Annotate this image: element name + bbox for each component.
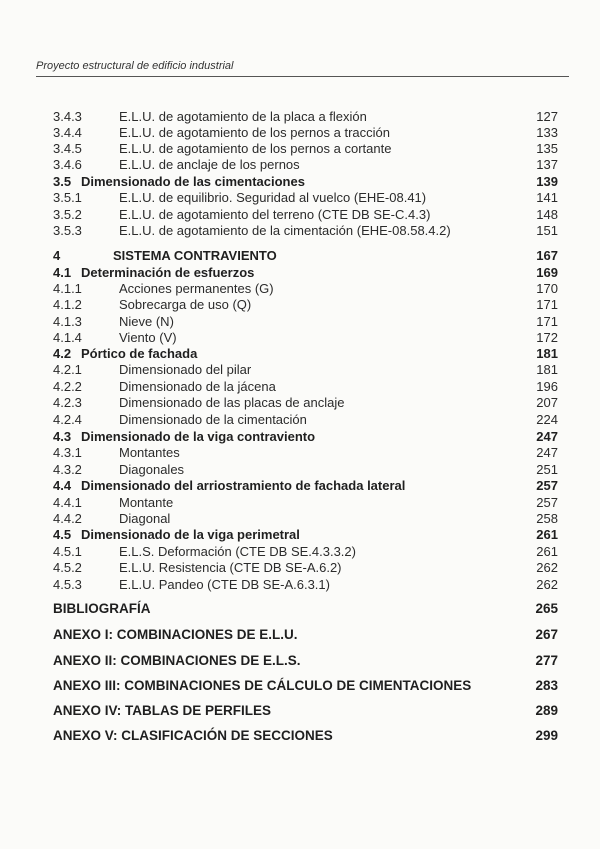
toc-number: 3.5.2 — [53, 207, 82, 222]
toc-number: 4 — [53, 248, 61, 263]
toc-entry — [53, 462, 558, 478]
toc-page: 262 — [536, 560, 558, 575]
toc-entry — [53, 511, 558, 527]
toc-page: 207 — [536, 395, 558, 410]
toc-number: 3.4.3 — [53, 109, 82, 124]
running-header: Proyecto estructural de edificio industrial — [36, 60, 234, 72]
toc-page: 148 — [536, 207, 558, 222]
toc-page: 181 — [536, 362, 558, 377]
toc-title: Dimensionado de las placas de anclaje — [119, 395, 345, 410]
toc-entry — [53, 157, 558, 173]
toc-section — [53, 527, 558, 543]
toc-title: Pórtico de fachada — [81, 346, 198, 361]
toc-page: 261 — [536, 544, 558, 559]
toc-title: E.L.U. Pandeo (CTE DB SE-A.6.3.1) — [119, 577, 330, 592]
toc-page: 257 — [536, 495, 558, 510]
toc-title: Dimensionado de la cimentación — [119, 412, 307, 427]
toc-title: Sobrecarga de uso (Q) — [119, 297, 252, 312]
toc-title: ANEXO IV: TABLAS DE PERFILES — [53, 703, 272, 718]
toc-page: 181 — [536, 346, 558, 361]
toc-entry — [53, 330, 558, 346]
toc-number: 4.4 — [53, 478, 72, 493]
toc-title: Dimensionado de la jácena — [119, 379, 276, 394]
toc-entry — [53, 395, 558, 411]
toc-title: Dimensionado de la viga perimetral — [81, 527, 300, 542]
toc-number: 3.4.6 — [53, 157, 82, 172]
toc-section — [53, 429, 558, 445]
toc-page: 261 — [536, 527, 558, 542]
toc-page: 172 — [536, 330, 558, 345]
toc-entry — [53, 297, 558, 313]
toc-page: 265 — [535, 601, 558, 616]
toc-annex — [53, 677, 558, 695]
toc-title: ANEXO II: COMBINACIONES DE E.L.S. — [53, 653, 301, 668]
toc-page: 137 — [536, 157, 558, 172]
toc-title: E.L.U. de equilibrio. Seguridad al vuelco (EHE-08.41) — [119, 190, 427, 205]
toc-title: E.L.U. Resistencia (CTE DB SE-A.6.2) — [119, 560, 342, 575]
toc-section — [53, 478, 558, 494]
toc-number: 4.3.1 — [53, 445, 82, 460]
toc-page: 267 — [535, 627, 558, 642]
toc-title: E.L.U. de agotamiento de la cimentación (EHE-08.58.4.2) — [119, 223, 451, 238]
toc-page: 196 — [536, 379, 558, 394]
toc-number: 4.2.3 — [53, 395, 82, 410]
toc-number: 4.5.2 — [53, 560, 82, 575]
toc-chapter — [53, 248, 558, 264]
toc-number: 4.4.1 — [53, 495, 82, 510]
toc-page: 133 — [536, 125, 558, 140]
toc-title: E.L.S. Deformación (CTE DB SE.4.3.3.2) — [119, 544, 356, 559]
toc-entry — [53, 379, 558, 395]
toc-number: 4.4.2 — [53, 511, 82, 526]
toc-number: 4.3 — [53, 429, 72, 444]
toc-page: 283 — [535, 678, 558, 693]
toc-title: E.L.U. de agotamiento de los pernos a cortante — [119, 141, 392, 156]
toc-number: 4.2.2 — [53, 379, 82, 394]
toc-page: 247 — [536, 445, 558, 460]
toc-entry — [53, 362, 558, 378]
toc-number: 3.5.3 — [53, 223, 82, 238]
toc-title: Dimensionado del pilar — [119, 362, 252, 377]
toc-title: Dimensionado de las cimentaciones — [81, 174, 305, 189]
toc-title: Diagonales — [119, 462, 185, 477]
toc-title: Viento (V) — [119, 330, 177, 345]
toc-page: 167 — [536, 248, 558, 263]
toc-entry — [53, 495, 558, 511]
toc-page: 170 — [536, 281, 558, 296]
toc-title: SISTEMA CONTRAVIENTO — [113, 248, 277, 263]
toc-number: 4.5 — [53, 527, 72, 542]
toc-title: ANEXO III: COMBINACIONES DE CÁLCULO DE CIMENTACIONES — [53, 678, 472, 693]
toc-number: 4.1.1 — [53, 281, 82, 296]
toc-annex — [53, 702, 558, 720]
toc-title: E.L.U. de agotamiento de la placa a flexión — [119, 109, 367, 124]
toc-entry — [53, 109, 558, 125]
toc-bibliography — [53, 600, 558, 618]
toc-title: Dimensionado del arriostramiento de fachada lateral — [81, 478, 406, 493]
toc-page: 169 — [536, 265, 558, 280]
toc-page: 257 — [536, 478, 558, 493]
toc-entry — [53, 207, 558, 223]
toc-entry — [53, 125, 558, 141]
toc-title: Acciones permanentes (G) — [119, 281, 274, 296]
toc-page: 251 — [536, 462, 558, 477]
toc-entry — [53, 281, 558, 297]
toc-entry — [53, 223, 558, 239]
toc-entry — [53, 577, 558, 593]
toc-page: 171 — [536, 297, 558, 312]
toc-number: 4.5.1 — [53, 544, 82, 559]
toc-number: 4.1.4 — [53, 330, 82, 345]
toc-title: Montante — [119, 495, 174, 510]
toc-title: Dimensionado de la viga contraviento — [81, 429, 316, 444]
toc-page: 135 — [536, 141, 558, 156]
toc-page: 224 — [536, 412, 558, 427]
toc-title: Determinación de esfuerzos — [81, 265, 255, 280]
toc-number: 3.4.4 — [53, 125, 82, 140]
toc-title: ANEXO I: COMBINACIONES DE E.L.U. — [53, 627, 298, 642]
toc-entry — [53, 560, 558, 576]
toc-page: 289 — [535, 703, 558, 718]
toc-number: 4.2.4 — [53, 412, 82, 427]
toc-title: Diagonal — [119, 511, 171, 526]
toc-title: Nieve (N) — [119, 314, 174, 329]
toc-number: 4.3.2 — [53, 462, 82, 477]
toc-entry — [53, 314, 558, 330]
toc-page: 151 — [536, 223, 558, 238]
toc-page: 139 — [536, 174, 558, 189]
toc-page: 262 — [536, 577, 558, 592]
toc-entry — [53, 445, 558, 461]
toc-section — [53, 346, 558, 362]
toc-page: 258 — [536, 511, 558, 526]
toc-annex — [53, 652, 558, 670]
toc-number: 4.2.1 — [53, 362, 82, 377]
toc-section — [53, 265, 558, 281]
toc-title: E.L.U. de agotamiento del terreno (CTE DB SE-C.4.3) — [119, 207, 431, 222]
toc-page: 171 — [536, 314, 558, 329]
toc-page: 141 — [536, 190, 558, 205]
toc-number: 4.5.3 — [53, 577, 82, 592]
toc-annex — [53, 727, 558, 745]
toc-entry — [53, 141, 558, 157]
toc-page: 299 — [535, 728, 558, 743]
toc-entry — [53, 190, 558, 206]
toc-section — [53, 174, 558, 190]
toc-entry — [53, 412, 558, 428]
toc-number: 3.5.1 — [53, 190, 82, 205]
toc-title: E.L.U. de anclaje de los pernos — [119, 157, 300, 172]
toc-title: BIBLIOGRAFÍA — [53, 601, 151, 616]
toc-title: Montantes — [119, 445, 180, 460]
toc-number: 3.5 — [53, 174, 72, 189]
toc-title: E.L.U. de agotamiento de los pernos a tracción — [119, 125, 390, 140]
toc-number: 4.2 — [53, 346, 72, 361]
toc-entry — [53, 544, 558, 560]
toc-title: ANEXO V: CLASIFICACIÓN DE SECCIONES — [53, 728, 333, 743]
toc-page: 247 — [536, 429, 558, 444]
toc-number: 3.4.5 — [53, 141, 82, 156]
toc-number: 4.1.3 — [53, 314, 82, 329]
toc-annex — [53, 626, 558, 644]
toc-page: 277 — [535, 653, 558, 668]
toc-page: 127 — [536, 109, 558, 124]
toc-number: 4.1.2 — [53, 297, 82, 312]
toc-number: 4.1 — [53, 265, 72, 280]
